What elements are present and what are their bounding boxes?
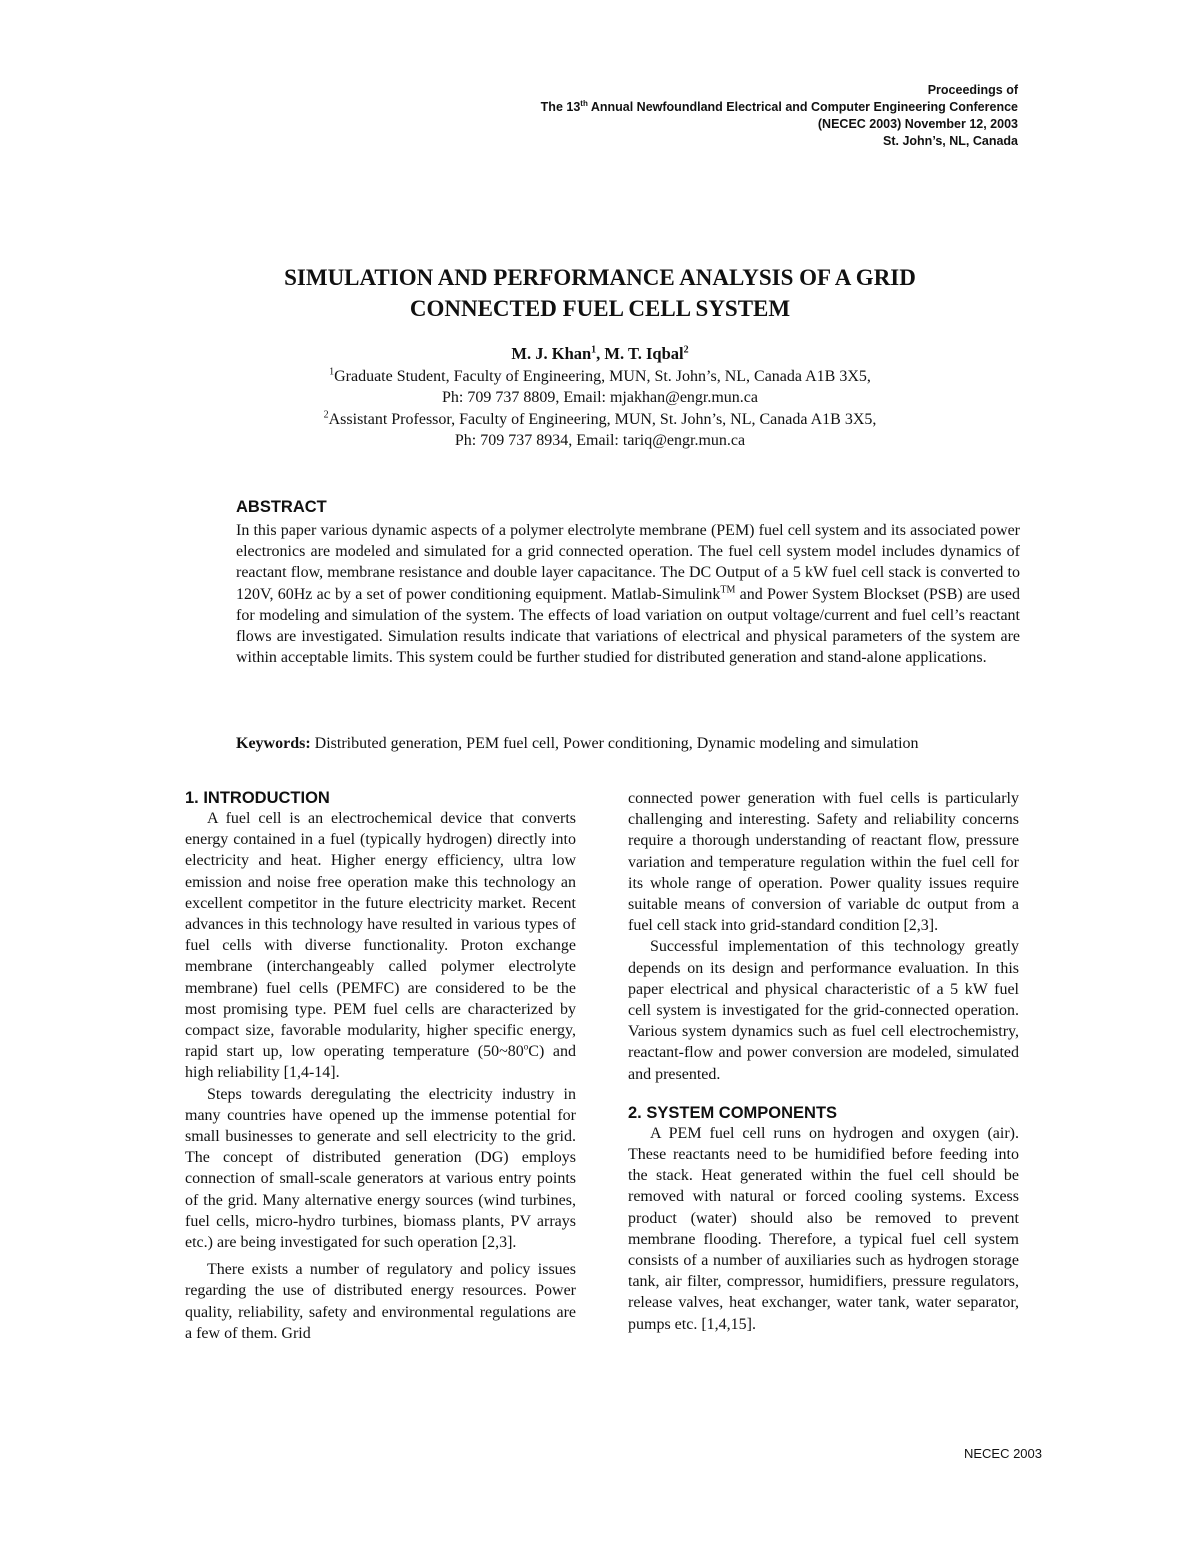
right-column (628, 788, 1019, 1335)
left-column (185, 788, 576, 1344)
intro-paragraph-3-continued: connected power generation with fuel cells is particularly challenging and interesting. Safety and reliability concerns require a thorough understanding of reactant flow, pressure variation and temperature regulation within the fuel cell for its whole range of operation. Power quality issues require suitable means of conversion of variable dc output from a fuel cell stack into grid-standard condition [2,3]. (628, 790, 1019, 935)
contact-1: Ph: 709 737 8809, Email: mjakhan@engr.mun.ca (441, 389, 759, 406)
proceedings-line-1: Proceedings of (927, 83, 1018, 97)
section-heading-introduction: 1. INTRODUCTION (185, 789, 330, 807)
paper-title-line-2: CONNECTED FUEL CELL SYSTEM (409, 296, 791, 321)
keywords-label: Keywords: (236, 735, 311, 752)
author-block (150, 343, 1050, 452)
proceedings-line-3: (NECEC 2003) November 12, 2003 (817, 117, 1018, 131)
page-footer: NECEC 2003 (963, 1446, 1042, 1461)
keywords-text: Distributed generation, PEM fuel cell, Power conditioning, Dynamic modeling and simulation (310, 735, 919, 752)
paper-title-line-1: SIMULATION AND PERFORMANCE ANALYSIS OF A GRID (284, 265, 916, 290)
affiliation-1: $^1$Graduate Student, Faculty of Engineering, MUN, St. John’s, NL, Canada A1B 3X5, (329, 366, 871, 385)
intro-paragraph-3: There exists a number of regulatory and policy issues regarding the use of distributed energy resources. Power quality, reliability, safety and environmental regulations are a few of them. Grid (185, 1261, 576, 1342)
components-paragraph-1: A PEM fuel cell runs on hydrogen and oxygen (air). These reactants need to be humidified before feeding into the stack. Heat generated within the fuel cell should be removed with natural or forced cooling systems. Excess product (water) should also be removed to prevent membrane flooding. Therefore, a typical fuel cell system consists of a number of auxiliaries such as hydrogen storage tank, air filter, compressor, humidifiers, pressure regulators, release valves, heat exchanger, water tank, water separator, pumps etc. [1,4,15]. (628, 1124, 1019, 1333)
intro-paragraph-1: A fuel cell is an electrochemical device that converts energy contained in a fuel (typically hydrogen) directly into electricity and heat. Higher energy efficiency, ultra low emission and noise free operation make this technology an excellent competitor in the future electricity market. Recent advances in this technology have resulted in various types of fuel cells with diverse functionality. Proton exchange membrane (interchangeably called polymer electrolyte membrane) fuel cells (PEMFC) are considered to be the most promising type. PEM fuel cells are characterized by compact size, favorable modularity, higher specific energy, rapid start up, low operating temperature (50~80$^o$C) and high reliability [1,4-14]. (185, 810, 576, 1082)
proceedings-line-2: The 13th Annual Newfoundland Electrical and Computer Engineering Conference (540, 98, 1018, 114)
proceedings-line-4: St. John’s, NL, Canada (883, 134, 1018, 148)
abstract-heading: ABSTRACT (236, 498, 327, 516)
intro-paragraph-2: Steps towards deregulating the electricity industry in many countries have opened up the immense potential for small businesses to generate and sell electricity to the grid. The concept of distributed generation (DG) employs connection of small-scale generators at various entry points of the grid. Many alternative energy sources (wind turbines, fuel cells, micro-hydro turbines, biomass plants, PV arrays etc.) are being investigated for such operation [2,3]. (185, 1085, 576, 1252)
proceedings-header (318, 82, 1018, 150)
contact-2: Ph: 709 737 8934, Email: tariq@engr.mun.ca (454, 432, 746, 449)
affiliation-2: $^2$Assistant Professor, Faculty of Engineering, MUN, St. John’s, NL, Canada A1B 3X5, (323, 409, 877, 428)
paper-title (150, 262, 1050, 324)
author-names: M. J. Khan$^1$, M. T. Iqbal$^2$ (511, 344, 689, 363)
abstract-text: In this paper various dynamic aspects of a polymer electrolyte membrane (PEM) fuel cell system and its associated power electronics are modeled and simulated for a grid connected operation. The fuel cell system model includes dynamics of reactant flow, membrane resistance and double layer capacitance. The DC Output of a 5 kW fuel cell stack is converted to 120V, 60Hz ac by a set of power conditioning equipment. Matlab-Simulink™ and Power System Blockset (PSB) are used for modeling and simulation of the system. The effects of load variation on output voltage/current and fuel cell’s reactant flows are investigated. Simulation results indicate that variations of electrical and physical parameters of the system are within acceptable limits. This system could be further studied for distributed generation and stand-alone applications. (236, 522, 1020, 667)
intro-paragraph-4: Successful implementation of this technology greatly depends on its design and performance evaluation. In this paper electrical and physical characteristic of a 5 kW fuel cell system is investigated for the grid-connected operation. Various system dynamics such as fuel cell electrochemistry, reactant-flow and power conversion are modeled, simulated and presented. (628, 938, 1019, 1083)
section-heading-system-components: 2. SYSTEM COMPONENTS (628, 1103, 838, 1122)
keywords (236, 733, 1036, 754)
